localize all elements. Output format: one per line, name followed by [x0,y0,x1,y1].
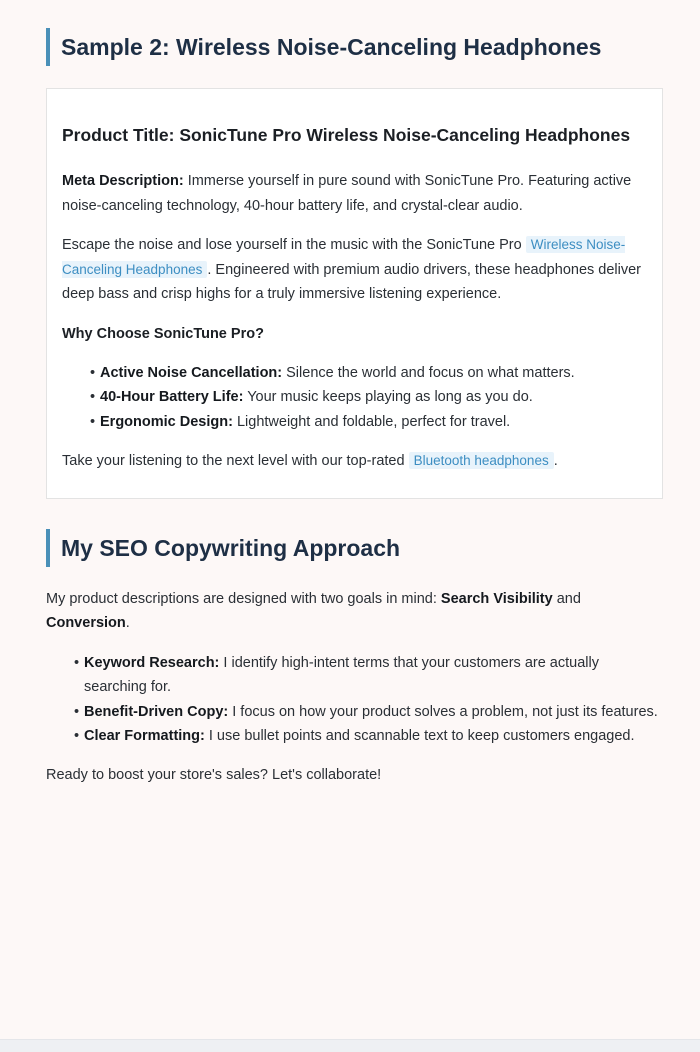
goal-search-visibility: Search Visibility [440,590,553,607]
approach-text: I use bullet points and scannable text to keep customers engaged. [204,728,635,744]
closing-period: . [553,453,558,469]
approach-label: Benefit-Driven Copy: [84,703,229,720]
call-to-action: Ready to boost your store's sales? Let's collaborate! [46,766,382,783]
list-item [90,385,646,410]
product-body [62,233,646,307]
sample-heading: Sample 2: Wireless Noise-Canceling Headphones [46,28,664,66]
intro-and: and [552,590,581,607]
feature-label: 40-Hour Battery Life: [100,389,244,405]
keyword-link-wireless-headphones[interactable]: Wireless Noise-Canceling Headphones [62,237,626,277]
meta-description [62,169,646,218]
list-item [90,361,646,386]
why-choose-heading: Why Choose SonicTune Pro? [62,325,264,342]
meta-text: Immerse yourself in pure sound with SonicTune Pro. Featuring active noise-canceling technology, 40-hour battery life, and crystal-clear audio. [62,173,632,214]
body-text-2: . Engineered with premium audio drivers, these headphones deliver deep bass and crisp highs for a truly immersive listening experience. [62,261,641,302]
feature-list [62,361,646,435]
approach-heading: My SEO Copywriting Approach [46,529,664,567]
list-item [74,724,664,749]
approach-section [46,529,664,788]
approach-text: I identify high-intent terms that your customers are actually searching for. [84,654,599,695]
bottom-bar [0,1039,700,1052]
approach-intro [46,587,664,636]
feature-text: Silence the world and focus on what matters. [282,364,575,381]
meta-label: Meta Description: [62,173,184,189]
approach-label: Clear Formatting: [84,728,205,744]
approach-text: I focus on how your product solves a problem, not just its features. [228,703,658,720]
approach-label: Keyword Research: [84,654,220,671]
intro-text: My product descriptions are designed with two goals in mind: [46,590,441,607]
list-item [74,700,664,725]
product-title: Product Title: SonicTune Pro Wireless Noise-Canceling Headphones [62,125,631,145]
keyword-link-bluetooth-headphones[interactable]: Bluetooth headphones [409,452,554,469]
body-text-1: Escape the noise and lose yourself in the music with the SonicTune Pro [62,237,526,253]
list-item [74,651,664,700]
closing-text: Take your listening to the next level with our top-rated [62,453,409,469]
list-item [90,410,646,435]
approach-list [46,651,664,749]
feature-text: Lightweight and foldable, perfect for travel. [232,413,511,430]
feature-label: Ergonomic Design: [100,413,233,430]
intro-end: . [125,615,130,631]
product-description-card [46,88,663,499]
feature-text: Your music keeps playing as long as you do. [243,389,533,405]
closing-line [62,449,646,474]
goal-conversion: Conversion [46,615,126,631]
feature-label: Active Noise Cancellation: [100,364,283,381]
